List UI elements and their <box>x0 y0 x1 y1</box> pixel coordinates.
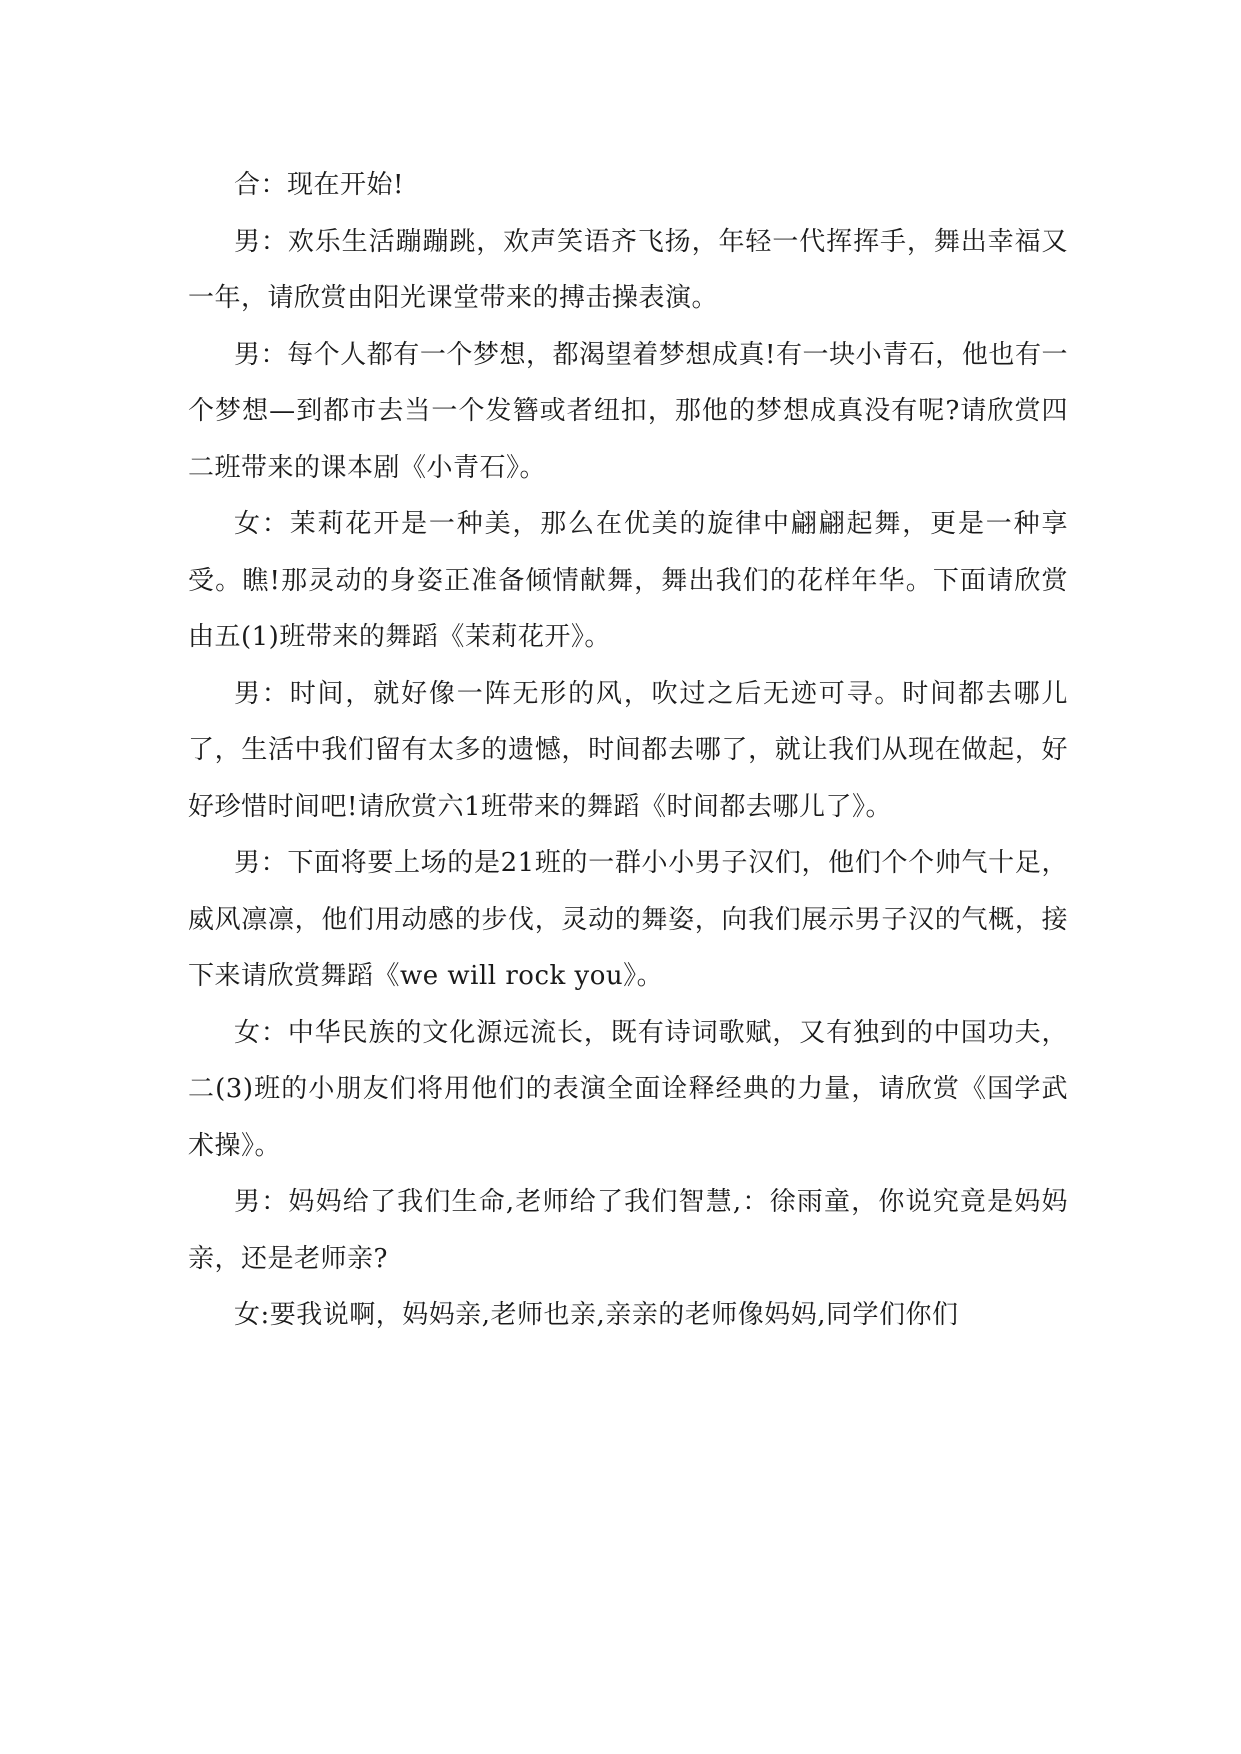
paragraph: 男：妈妈给了我们生命,老师给了我们智慧,：徐雨童，你说究竟是妈妈亲，还是老师亲? <box>188 1187 1068 1274</box>
paragraph: 男：时间，就好像一阵无形的风，吹过之后无迹可寻。时间都去哪儿了，生活中我们留有太多的遗憾，时间都去哪了，就让我们从现在做起，好好珍惜时间吧!请欣赏六1班带来的舞蹈《时间都去哪儿了》。 <box>188 678 1068 822</box>
document-body <box>188 157 1068 1344</box>
paragraph: 男：每个人都有一个梦想，都渴望着梦想成真!有一块小青石，他也有一个梦想—到都市去当一个发簪或者纽扣，那他的梦想成真没有呢?请欣赏四二班带来的课本剧《小青石》。 <box>188 339 1068 483</box>
paragraph: 女：中华民族的文化源远流长，既有诗词歌赋，又有独到的中国功夫，二(3)班的小朋友们将用他们的表演全面诠释经典的力量，请欣赏《国学武术操》。 <box>188 1017 1068 1161</box>
paragraph: 合：现在开始! <box>234 170 404 200</box>
paragraph: 男：下面将要上场的是21班的一群小小男子汉们，他们个个帅气十足，威风凛凛，他们用动感的步伐，灵动的舞姿，向我们展示男子汉的气概，接下来请欣赏舞蹈《we will rock you》。 <box>188 848 1068 991</box>
paragraph: 女:要我说啊，妈妈亲,老师也亲,亲亲的老师像妈妈,同学们你们 <box>234 1300 959 1330</box>
paragraph: 女：茉莉花开是一种美，那么在优美的旋律中翩翩起舞，更是一种享受。瞧!那灵动的身姿正准备倾情献舞，舞出我们的花样年华。下面请欣赏由五(1)班带来的舞蹈《茉莉花开》。 <box>188 509 1068 652</box>
paragraph: 男：欢乐生活蹦蹦跳，欢声笑语齐飞扬，年轻一代挥挥手，舞出幸福又一年，请欣赏由阳光课堂带来的搏击操表演。 <box>188 226 1068 313</box>
